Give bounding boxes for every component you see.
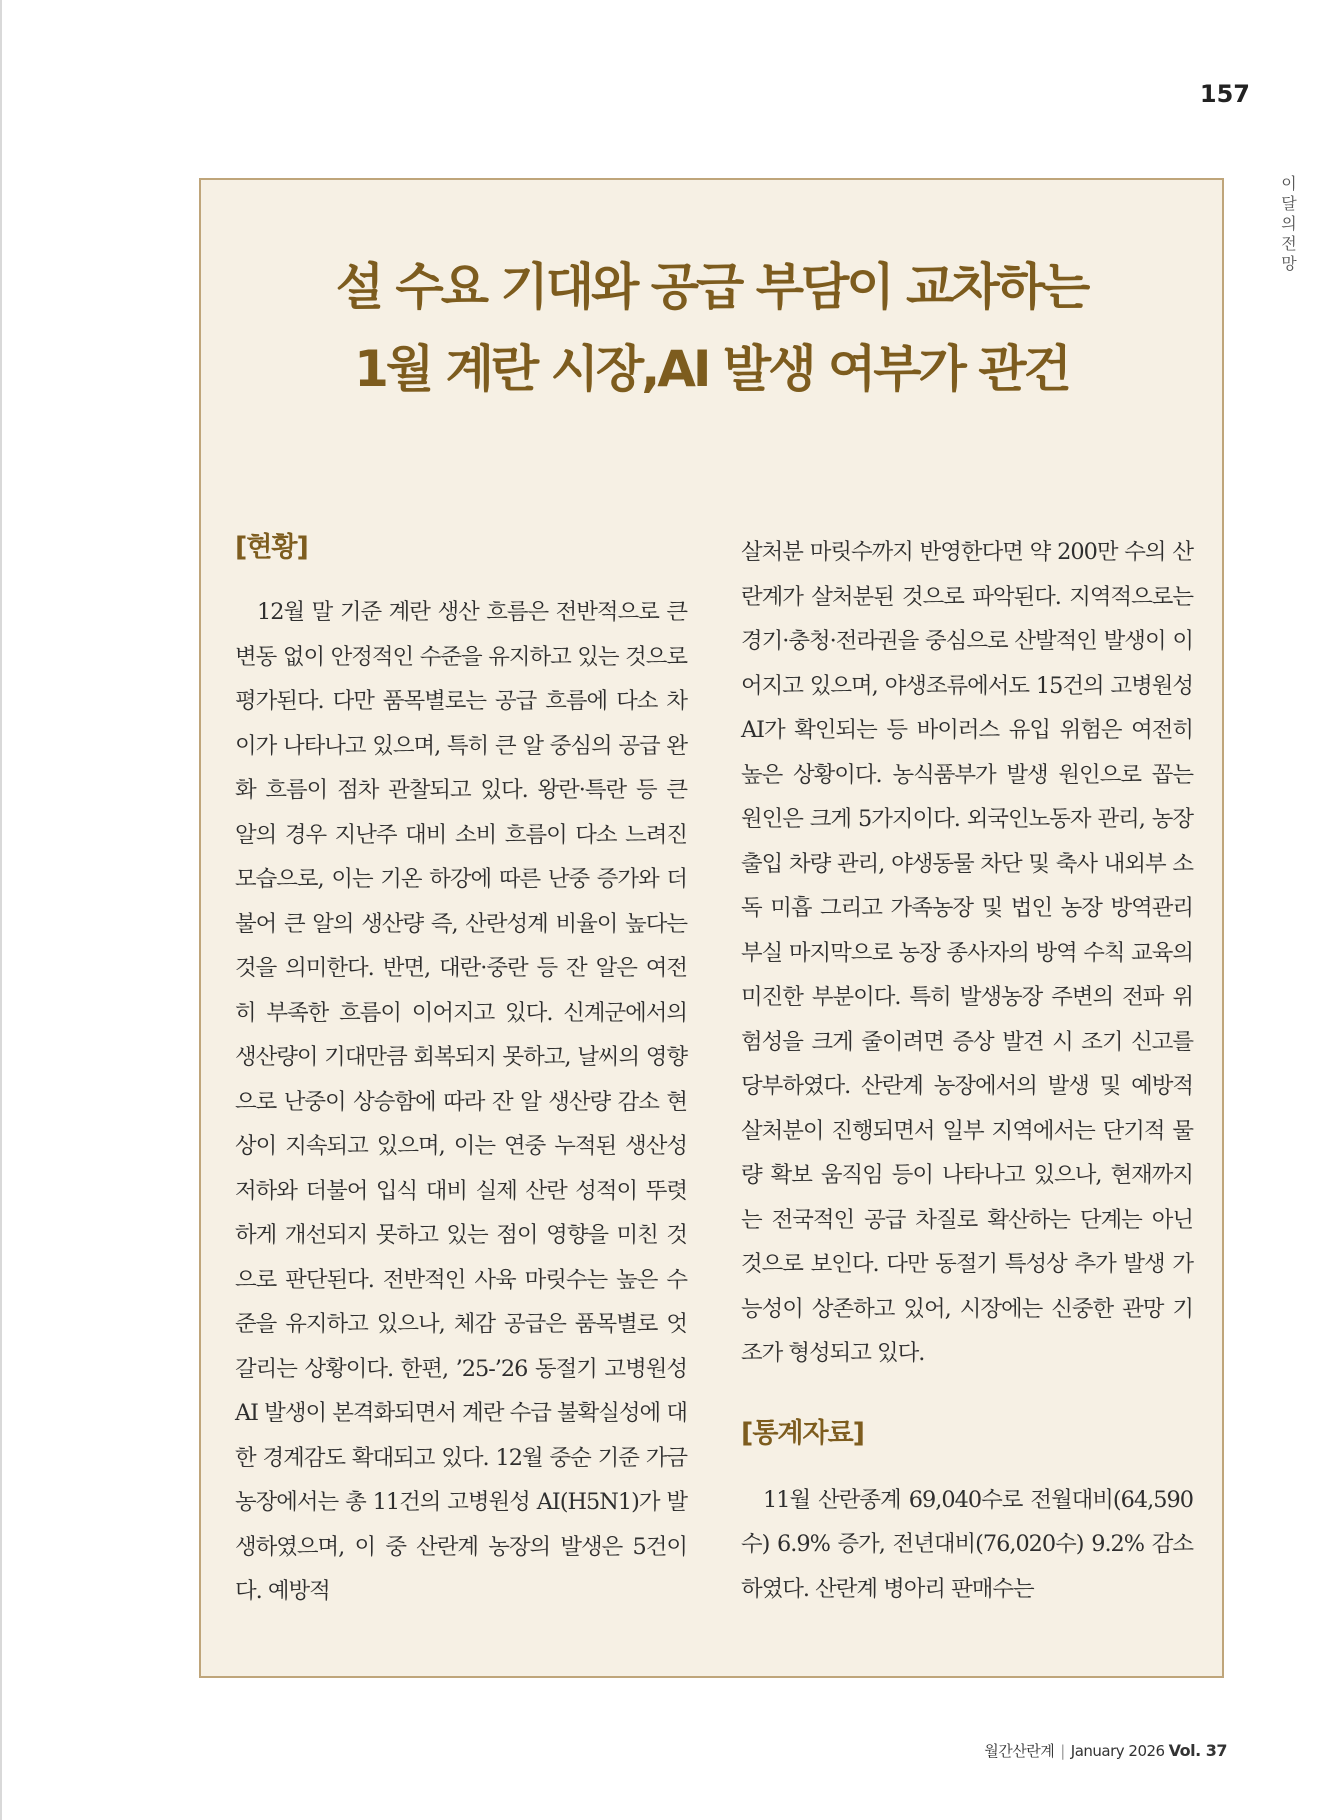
status-paragraph-continued: 살처분 마릿수까지 반영한다면 약 200만 수의 산란계가 살처분된 것으로 파악된다. 지역적으로는 경기·충청·전라권을 중심으로 산발적인 발생이 이어지고 있으며, 야생조류에서도 15건의 고병원성 AI가 확인되는 등 바이러스 유입 위험은 여전히 높은 상황이다. 농식품부가 발생 원인으로 꼽는 원인은 크게 5가지이다. 외국인노동자 관리, 농장 출입 차량 관리, 야생동물 차단 및 축사 내외부 소독 미흡 그리고 가족농장 및 법인 농장 방역관리 부실 마지막으로 농장 종사자의 방역 수칙 교육의 미진한 부분이다. 특히 발생농장 주변의 전파 위험성을 크게 줄이려면 증상 발견 시 조기 신고를 당부하였다. 산란계 농장에서의 발생 및 예방적 살처분이 진행되면서 일부 지역에서는 단기적 물량 확보 움직임 등이 나타나고 있으나, 현재까지는 전국적인 공급 차질로 확산하는 단계는 아닌 것으로 보인다. 다만 동절기 특성상 추가 발생 가능성이 상존하고 있어, 시장에는 신중한 관망 기조가 형성되고 있다. [741, 539, 1193, 1366]
section-tab: 이달의 전망 [1281, 174, 1297, 273]
status-paragraph: 12월 말 기준 계란 생산 흐름은 전반적으로 큰 변동 없이 안정적인 수준을 유지하고 있는 것으로 평가된다. 다만 품목별로는 공급 흐름에 다소 차이가 나타나고 있으며, 특히 큰 알 중심의 공급 완화 흐름이 점차 관찰되고 있다. 왕란·특란 등 큰 알의 경우 지난주 대비 소비 흐름이 다소 느려진 모습으로, 이는 기온 하강에 따른 난중 증가와 더불어 큰 알의 생산량 즉, 산란성계 비율이 높다는 것을 의미한다. 반면, 대란·중란 등 잔 알은 여전히 부족한 흐름이 이어지고 있다. 신계군에서의 생산량이 기대만큼 회복되지 못하고, 날씨의 영향으로 난중이 상승함에 따라 잔 알 생산량 감소 현상이 지속되고 있으며, 이는 연중 누적된 생산성 저하와 더불어 입식 대비 실제 산란 성적이 뚜렷하게 개선되지 못하고 있는 점이 영향을 미친 것으로 판단된다. 전반적인 사육 마릿수는 높은 수준을 유지하고 있으나, 체감 공급은 품목별로 엇갈리는 상황이다. 한편, ’25-’26 동절기 고병원성 AI 발생이 본격화되면서 계란 수급 불확실성에 대한 경계감도 확대되고 있다. 12월 중순 기준 가금농장에서는 총 11건의 고병원성 AI(H5N1)가 발생하였으며, 이 중 산란계 농장의 발생은 5건이다. 예방적 [235, 599, 687, 1604]
page-footer [984, 1740, 1227, 1761]
article-title [201, 246, 1222, 410]
statistics-paragraph: 11월 산란종계 69,040수로 전월대비(64,590수) 6.9% 증가, 전년대비(76,020수) 9.2% 감소하였다. 산란계 병아리 판매수는 [741, 1486, 1193, 1602]
article-column-left [235, 526, 687, 1614]
footer-separator: | [1060, 1742, 1065, 1760]
footer-volume: Vol. 37 [1168, 1741, 1227, 1760]
article-title-line1: 설 수요 기대와 공급 부담이 교차하는 [335, 258, 1088, 316]
article-title-line2: 1월 계란 시장,AI 발생 여부가 관건 [354, 340, 1069, 398]
section-heading-statistics: [통계자료] [741, 1417, 865, 1449]
footer-magazine-name: 월간산란계 [984, 1742, 1055, 1760]
section-heading-status: [현황] [235, 532, 308, 563]
page-number: 157 [1199, 80, 1250, 108]
page-edge-line [0, 0, 2, 1820]
article-column-right [741, 530, 1193, 1611]
article-box [199, 178, 1224, 1678]
footer-issue-date: January 2026 [1070, 1742, 1165, 1760]
